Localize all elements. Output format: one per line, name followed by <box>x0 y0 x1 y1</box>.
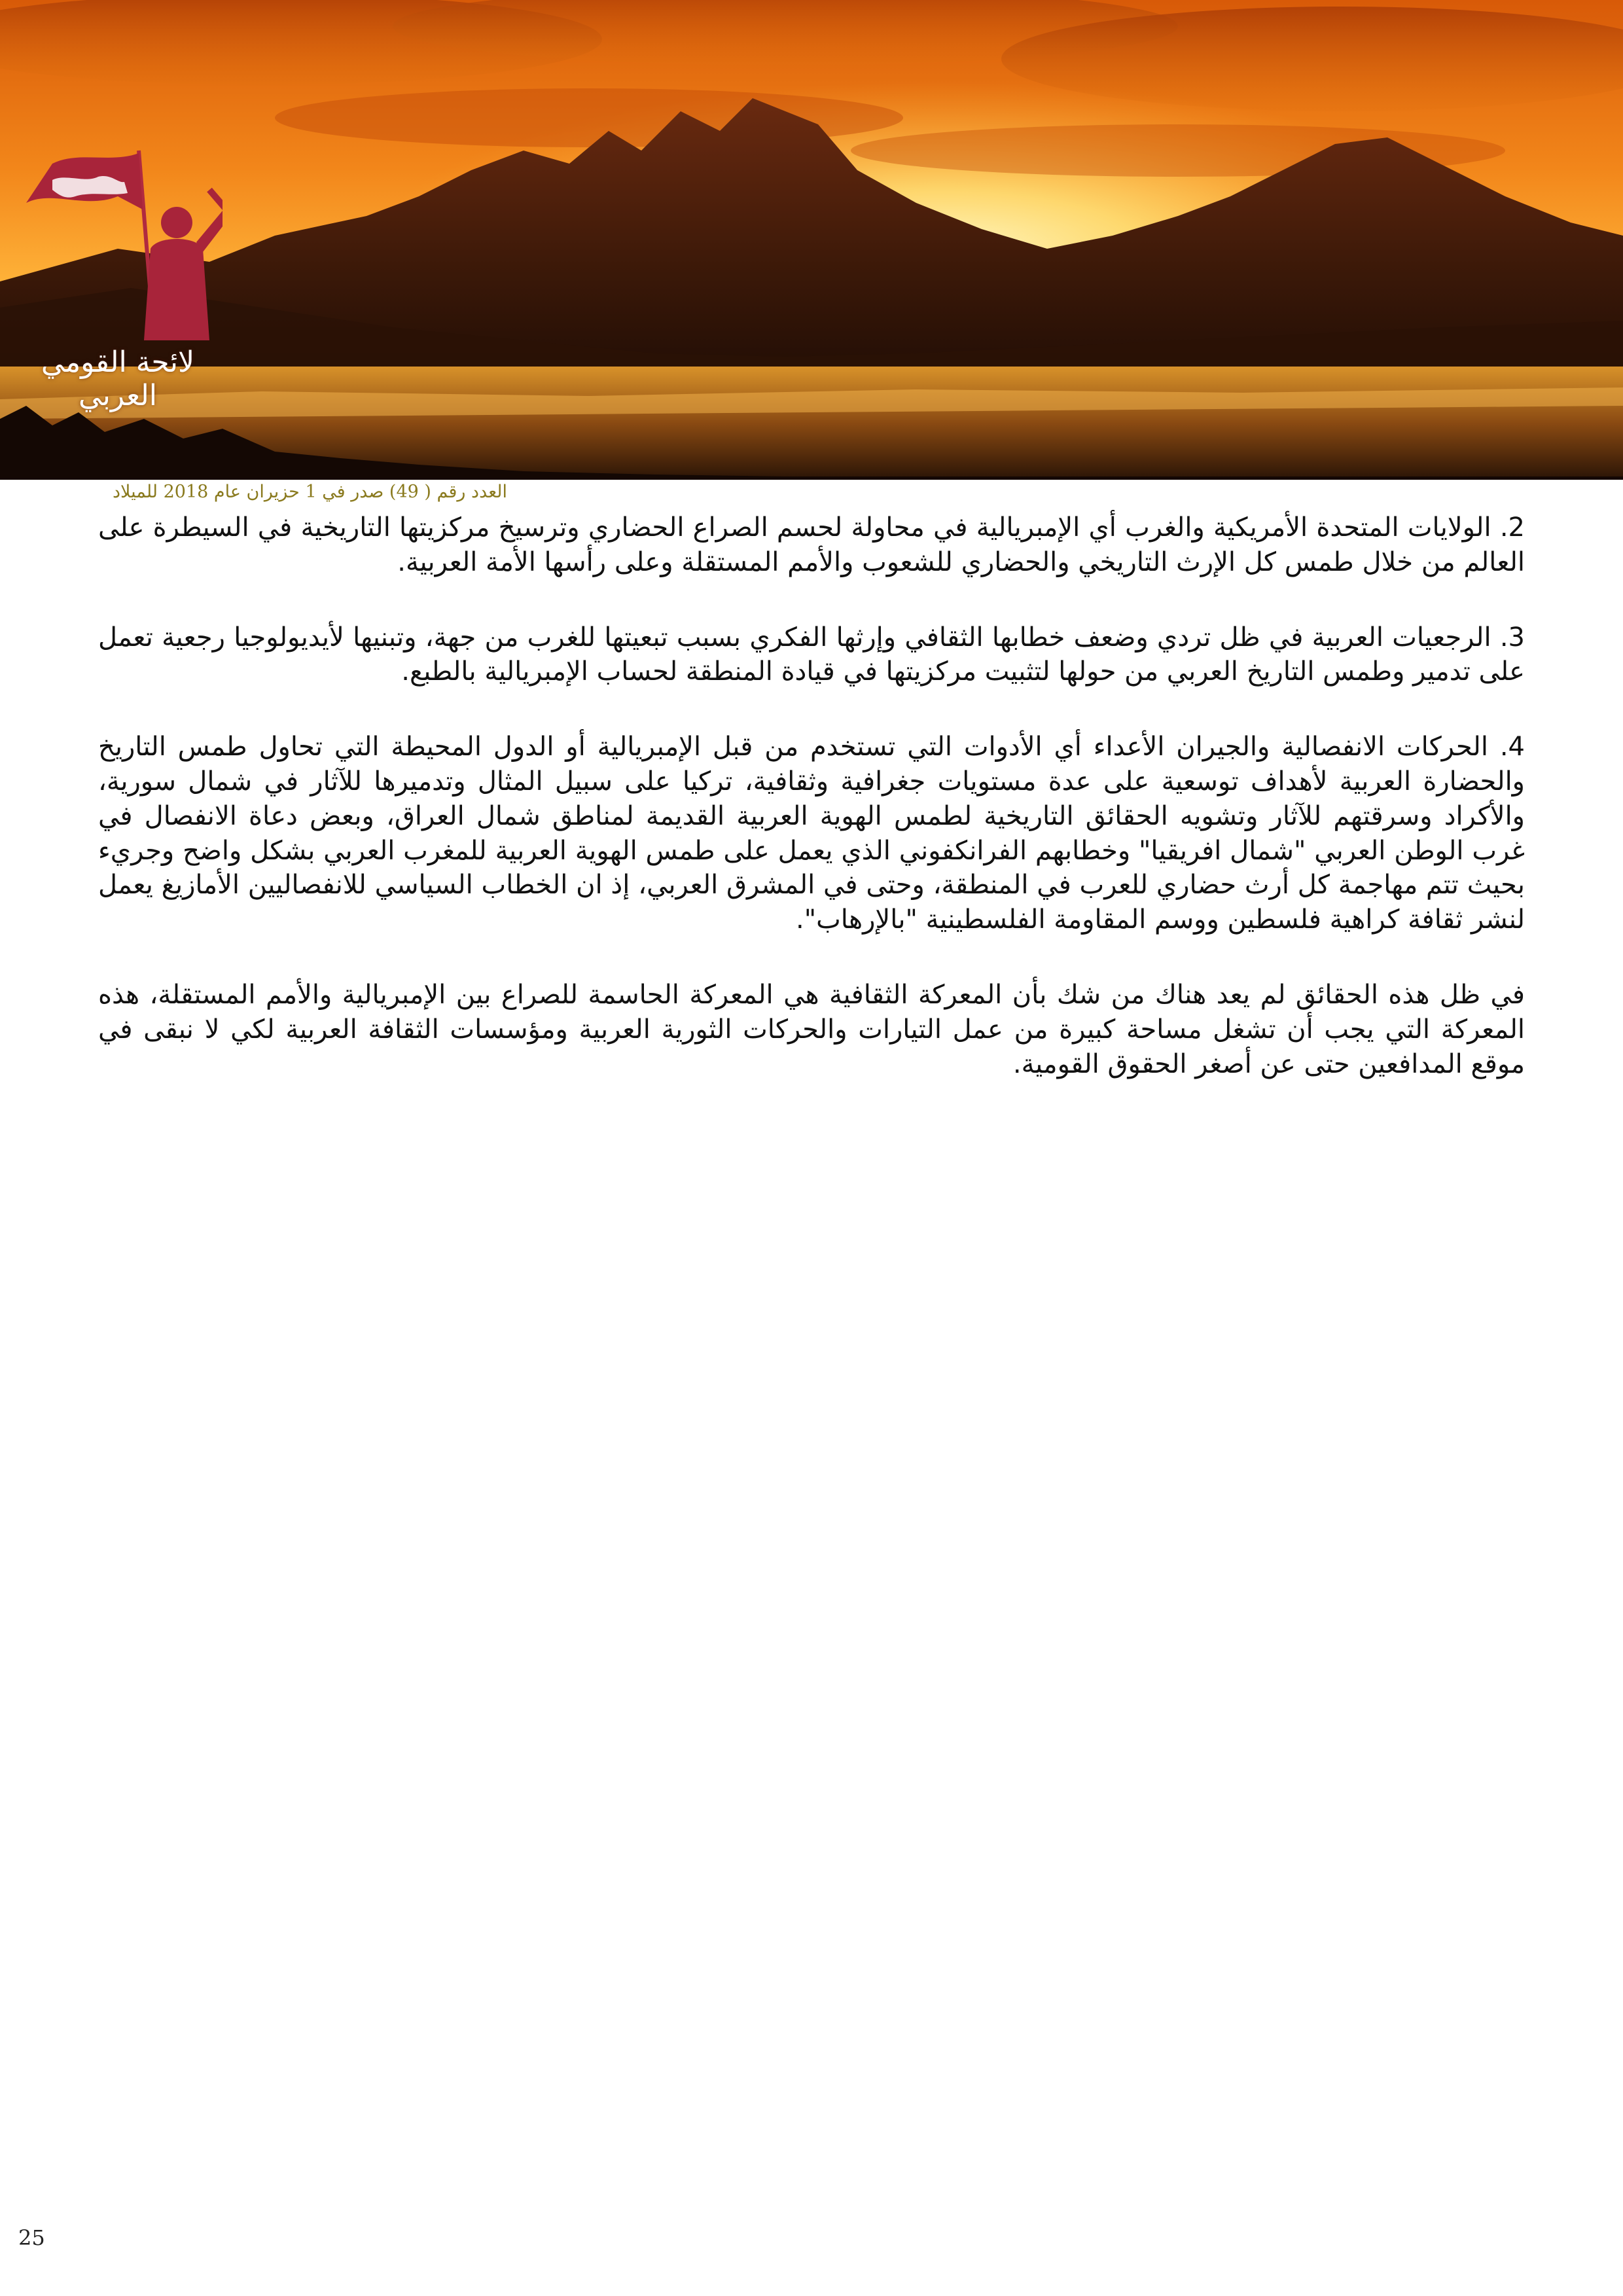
logo-caption: لائحة القومي العربي <box>41 346 195 412</box>
paragraph-4: 4. الحركات الانفصالية والجيران الأعداء أي الأدوات التي تستخدم من قبل الإمبريالية أو الدول المحيطة التي تحاول طمس التاريخ والحضارة العربية لأهداف توسعية على عدة مستويات جغرافية وثقافية، تركيا على سبيل المثال وتدميرها للآثار في شمال سورية، والأكراد وسرقتهم للآثار وتشويه الحقائق التاريخية لطمس الهوية العربية القديمة لمناطق شمال العراق، وبعض دعاة الانفصال في غرب الوطن العربي "شمال افريقيا" وخطابهم الفرانكفوني الذي يعمل على طمس الهوية العربية للمغرب العربي بشكل واضح وجريء بحيث تتم مهاجمة كل أرث حضاري للعرب في المنطقة، وحتى في المشرق العربي، إذ ان الخطاب السياسي للانفصاليين الأمازيغ يعمل لنشر ثقافة كراهية فلسطين ووسم المقاومة الفلسطينية "بالإرهاب". <box>98 732 1525 935</box>
paragraph-conclusion: في ظل هذه الحقائق لم يعد هناك من شك بأن المعركة الثقافية هي المعركة الحاسمة للصراع بين الإمبريالية والأمم المستقلة، هذه المعركة التي يجب أن تشغل مساحة كبيرة من عمل التيارات والحركات الثورية العربية ومؤسسات الثقافة العربية لكي لا نبقى في موقع المدافعين حتى عن أصغر الحقوق القومية. <box>98 979 1525 1079</box>
issue-info: العدد رقم ( 49) صدر في 1 حزيران عام 2018 للميلاد <box>112 482 507 502</box>
sunset-mountain-image <box>0 0 1623 480</box>
logo <box>13 144 223 419</box>
page-number: 25 <box>18 2225 45 2250</box>
article-body <box>98 511 1525 1122</box>
logo-emblem-icon <box>13 144 223 340</box>
paragraph-3: 3. الرجعيات العربية في ظل تردي وضعف خطابها الثقافي وإرثها الفكري بسبب تبعيتها للغرب من جهة، وتبنيها لأيديولوجيا رجعية تعمل على تدمير وطمس التاريخ العربي من حولها لتثبيت مركزيتها في قيادة المنطقة لحساب الإمبريالية بالطبع. <box>98 622 1525 687</box>
header-banner <box>0 0 1623 480</box>
paragraph-2: 2. الولايات المتحدة الأمريكية والغرب أي الإمبريالية في محاولة لحسم الصراع الحضاري وترسيخ مركزيتها التاريخية في السيطرة على العالم من خلال طمس كل الإرث التاريخي والحضاري للشعوب والأمم المستقلة وعلى رأسها الأمة العربية. <box>98 512 1525 577</box>
